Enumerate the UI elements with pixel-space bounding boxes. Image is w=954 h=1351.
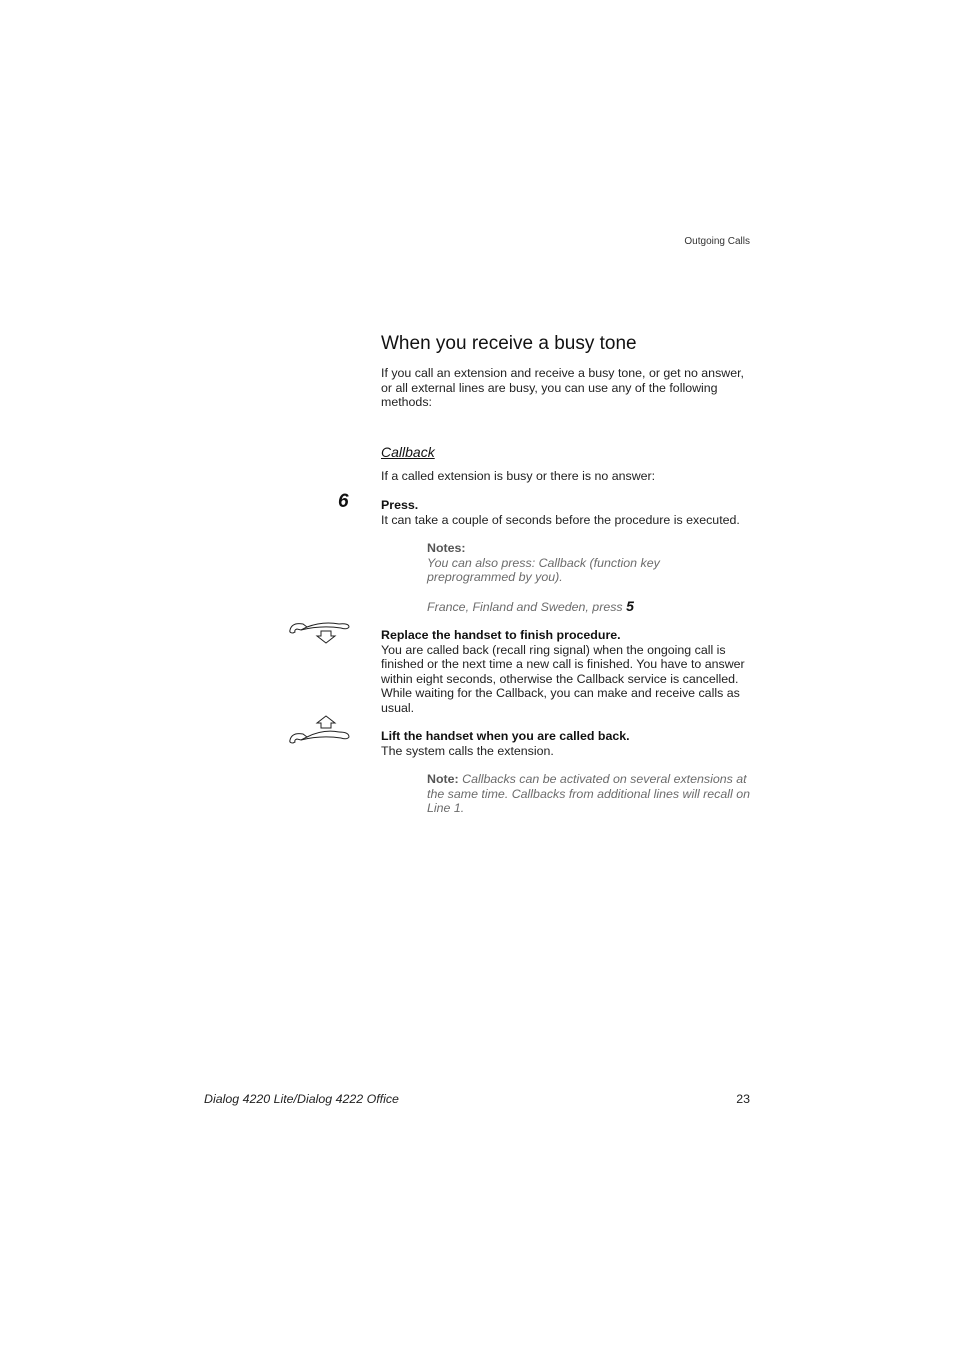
step-press-title: Press. (381, 498, 419, 512)
key-5-icon: 5 (626, 598, 634, 615)
handset-lift-icon (287, 715, 353, 750)
step-replace-body: You are called back (recall ring signal) when the ongoing call is finished or the next time a new call is finished. You have to answer within eight seconds, otherwise the Callback service is cancelled. While waiting for the Callback, you can make and receive calls as usual. (381, 642, 745, 715)
notes-label: Notes: (427, 541, 466, 555)
note-block (427, 772, 751, 816)
notes-text-2: France, Finland and Sweden, press (427, 600, 623, 615)
step-lift-handset (381, 729, 751, 758)
notes-text-2-line (427, 599, 751, 615)
step-replace-title: Replace the handset to finish procedure. (381, 628, 621, 642)
notes-block (427, 541, 751, 615)
notes-text-1: You can also press: Callback (function key preprogrammed by you). (427, 555, 660, 585)
handset-replace-icon (287, 617, 353, 652)
footer-product: Dialog 4220 Lite/Dialog 4222 Office (204, 1092, 399, 1106)
page-number: 23 (736, 1092, 750, 1106)
running-header: Outgoing Calls (684, 236, 750, 247)
intro-paragraph: If you call an extension and receive a busy tone, or get no answer, or all external lines are busy, you can use any of the following methods: (381, 366, 744, 410)
step-replace-handset (381, 628, 751, 716)
step-press (381, 498, 751, 527)
step-lift-title: Lift the handset when you are called back. (381, 729, 630, 743)
note-text: Callbacks can be activated on several extensions at the same time. Callbacks from additional lines will recall on Line 1. (427, 772, 750, 816)
note-label: Note: (427, 772, 459, 786)
callback-intro: If a called extension is busy or there is no answer: (381, 469, 656, 483)
section-title: When you receive a busy tone (381, 333, 637, 354)
step-press-body: It can take a couple of seconds before the procedure is executed. (381, 512, 740, 527)
callback-heading: Callback (381, 444, 435, 460)
step-lift-body: The system calls the extension. (381, 743, 554, 758)
key-6-icon: 6 (338, 491, 349, 512)
